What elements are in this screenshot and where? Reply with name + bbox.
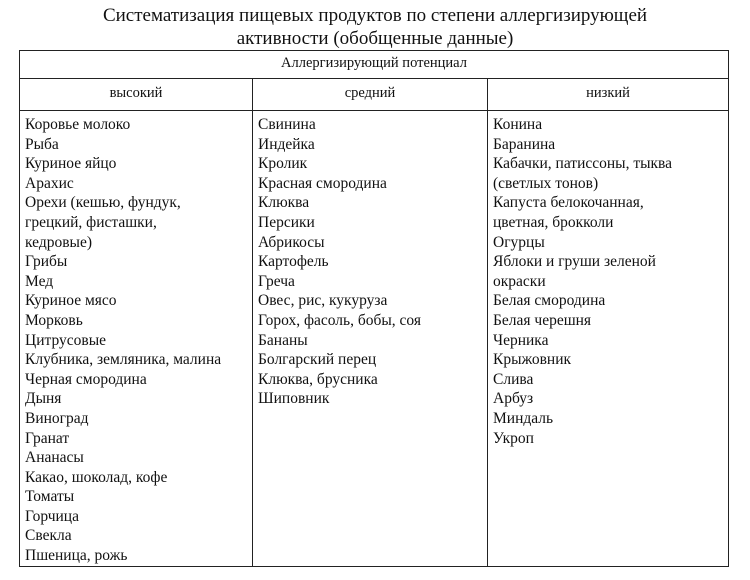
list-item: Куриное мясо (25, 292, 117, 310)
column-high (20, 111, 253, 567)
list-item: Овес, рис, кукуруза (258, 292, 388, 310)
list-item: Свинина (258, 116, 316, 133)
list-item: Белая черешня (493, 311, 592, 329)
list-item: Баранина (493, 135, 556, 153)
list-item: Коровье молоко (25, 116, 131, 133)
list-item: Какао, шоколад, кофе (25, 468, 168, 486)
table-header-row (20, 51, 729, 79)
list-item: Абрикосы (258, 233, 325, 251)
list-item: Клюква (258, 194, 310, 212)
list-item: Красная смородина (258, 174, 387, 192)
list-item: Черная смородина (25, 370, 147, 388)
list-item: Свекла (25, 527, 72, 545)
list-item: Виноград (25, 409, 89, 427)
list-item: Греча (258, 272, 295, 290)
list-item: Клубника, земляника, малина (25, 351, 222, 369)
list-item: (светлых тонов) (493, 174, 599, 192)
list-item: Болгарский перец (258, 351, 377, 369)
column-header-row (20, 79, 729, 111)
list-item: Картофель (258, 253, 329, 271)
list-item: Капуста белокочанная, (493, 194, 644, 212)
list-item: Морковь (25, 311, 83, 329)
list-item: Куриное яйцо (25, 155, 117, 173)
high-allergen-list (20, 111, 252, 566)
list-item: Кабачки, патиссоны, тыква (493, 155, 673, 173)
list-item: Арахис (25, 174, 74, 192)
medium-allergen-list (253, 111, 487, 409)
list-item: Томаты (25, 488, 75, 506)
list-item: Кролик (258, 155, 308, 173)
title-line-2: активности (обобщенные данные) (236, 28, 514, 49)
list-item: Горох, фасоль, бобы, соя (258, 311, 422, 329)
list-item: кедровые) (25, 233, 92, 251)
column-header-low: низкий (488, 79, 729, 111)
list-item: Черника (493, 331, 549, 349)
list-item: Миндаль (493, 409, 554, 427)
document-title (0, 4, 750, 50)
list-item: Клюква, брусника (258, 370, 378, 388)
list-item: Крыжовник (493, 351, 572, 369)
table-body-row (20, 111, 729, 567)
low-allergen-list (488, 111, 728, 448)
list-item: Белая смородина (493, 292, 606, 310)
list-item: Шиповник (258, 390, 330, 408)
list-item: грецкий, фисташки, (25, 213, 157, 231)
list-item: цветная, брокколи (493, 213, 614, 231)
list-item: Дыня (25, 390, 62, 408)
list-item: Слива (493, 370, 534, 388)
list-item: Огурцы (493, 233, 545, 251)
list-item: Индейка (258, 135, 315, 153)
list-item: Цитрусовые (25, 331, 106, 349)
list-item: окраски (493, 272, 546, 290)
list-item: Укроп (493, 429, 534, 447)
column-header-high: высокий (20, 79, 253, 111)
list-item: Персики (258, 213, 315, 231)
list-item: Яблоки и груши зеленой (493, 253, 656, 271)
list-item: Орехи (кешью, фундук, (25, 194, 181, 212)
allergenic-potential-header: Аллергизирующий потенциал (20, 51, 729, 79)
list-item: Гранат (25, 429, 70, 447)
title-line-1: Систематизация пищевых продуктов по степени аллергизирующей (102, 5, 648, 26)
column-header-medium: средний (253, 79, 488, 111)
list-item: Конина (493, 116, 543, 133)
list-item: Бананы (258, 331, 308, 349)
column-low (488, 111, 729, 567)
column-medium (253, 111, 488, 567)
list-item: Грибы (25, 253, 68, 271)
list-item: Мед (25, 272, 54, 290)
allergen-table (19, 50, 729, 567)
list-item: Рыба (25, 135, 59, 153)
list-item: Горчица (25, 507, 79, 525)
list-item: Ананасы (25, 449, 84, 467)
list-item: Арбуз (493, 390, 534, 408)
list-item: Пшеница, рожь (25, 547, 128, 565)
